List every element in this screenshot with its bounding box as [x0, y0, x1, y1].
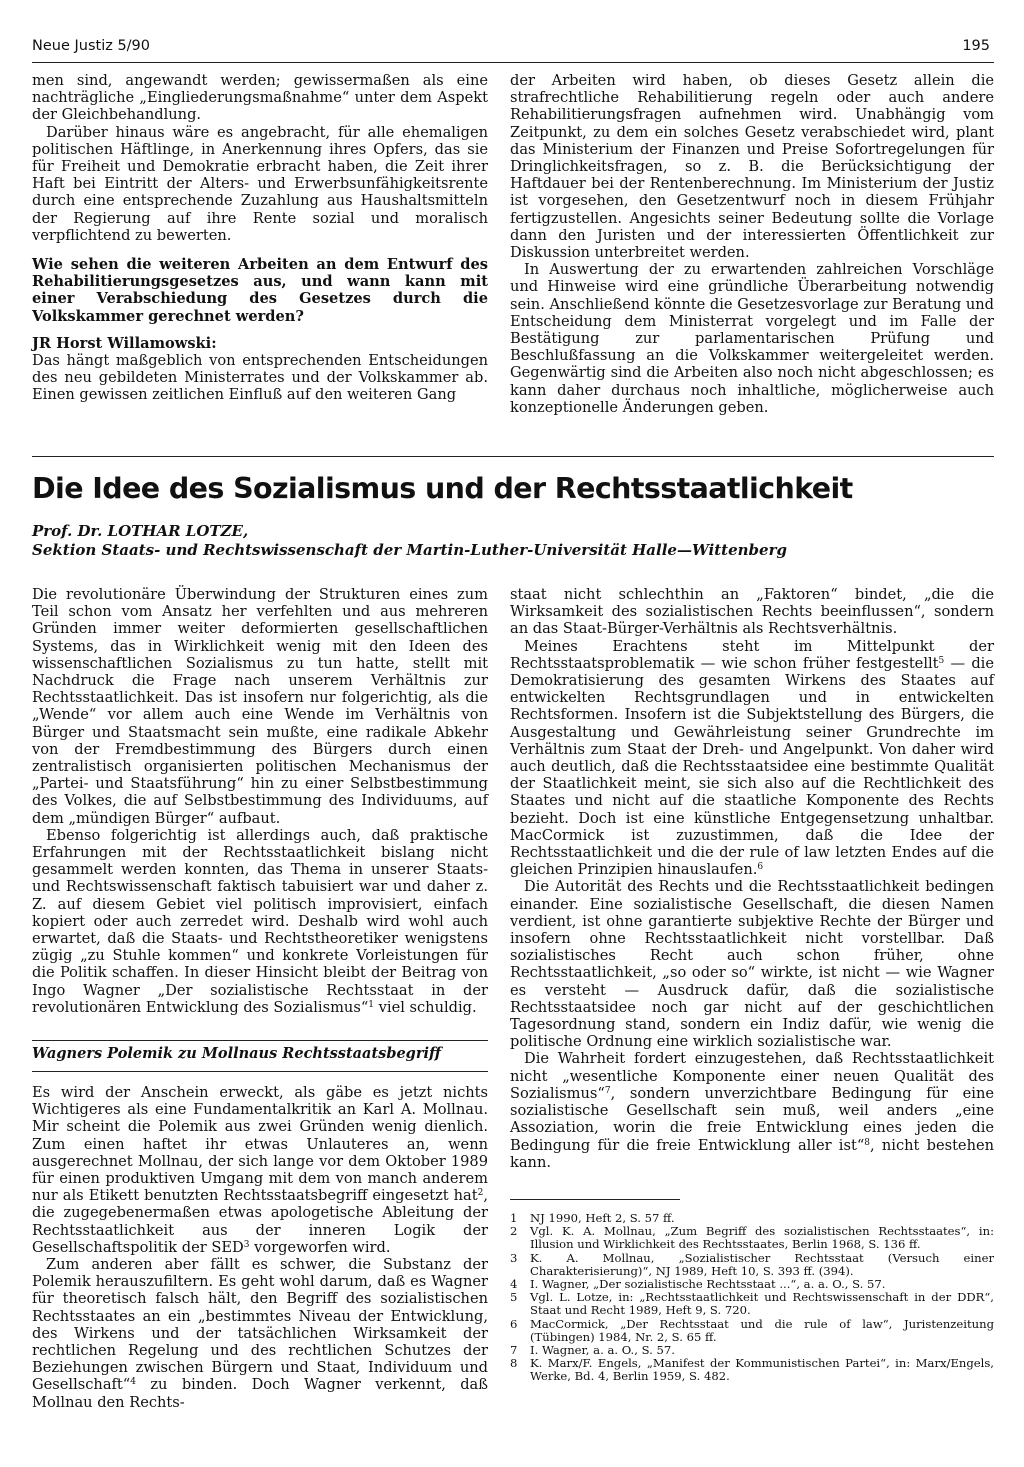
- text-run: Zum anderen aber fällt es schwer, die Substanz der Polemik herauszufiltern. Es geht wohl darum, daß es Wagner für theoretisch falsch hält, den Begriff des sozialistischen Rechtsstaates an ein „bestimmtes Niveau der Entwicklung, des Wirkens und der tatsächlichen Wirksamkeit der rechtlichen Regelung und des rechtlichen Schutzes der Beziehungen zwischen Bürgern und Staat, Individuum und Gesellschaft“: [32, 1256, 488, 1394]
- footnote-text: K. A. Mollnau, „Sozialistischer Rechtsstaat (Versuch einer Charakterisierung)“, NJ 1989, Heft 10, S. 393 ff. (394).: [530, 1250, 994, 1278]
- footnote-text: I. Wagner, a. a. O., S. 57.: [530, 1343, 675, 1358]
- footnote-number: 1: [510, 1211, 518, 1225]
- author-name: Prof. Dr. LOTHAR LOTZE,: [32, 522, 249, 540]
- text-run: viel schuldig.: [374, 998, 477, 1016]
- text-run: Ebenso folgerichtig ist allerdings auch, daß praktische Erfahrungen mit der Rechtsstaatlichkeit bislang nicht gesammelt werden konnten, das Thema in unserer Staats- und Rechtswissenschaft faktisch tabuisiert war und daher z. Z. auf diesem Gebiet viel politisch improvisiert, einfach kopiert oder auch zerredet wird. Deshalb wird wohl auch erwartet, daß die Staats- und Rechtstheoretiker wenigstens zügig „zu Stuhle kommen“ und konkrete Vorleistungen für die Politik schaffen. In dieser Hinsicht bleibt der Beitrag von Ingo Wagner „Der sozialistische Rechtsstaat in der revolutionären Entwicklung des Sozialismus“: [32, 826, 488, 1016]
- footnote-number: 2: [510, 1224, 518, 1239]
- speaker-name: JR Horst Willamowski:: [32, 334, 217, 352]
- paragraph: [510, 1050, 994, 1170]
- article-left-column-top: [32, 586, 488, 1016]
- footnote-item: [510, 1291, 994, 1317]
- footnotes-rule: [510, 1199, 680, 1200]
- footnote-number: 6: [510, 1316, 518, 1331]
- footnote-ref: 1: [368, 999, 375, 1010]
- header-rule: [32, 62, 994, 63]
- paragraph: men sind, angewandt werden; gewissermaßen als eine nachträgliche „Eingliederungsmaßnahme“ unter dem Aspekt der Gleichbehandlung.: [32, 72, 488, 124]
- footnote-ref: 2: [477, 1188, 484, 1199]
- interview-left-column: [32, 72, 488, 404]
- footnote-text: MacCormick, „Der Rechtsstaat und die rule of law“, Juristenzeitung (Tübingen) 1984, Nr. 2, S. 65 ff.: [530, 1316, 994, 1344]
- footnote-ref: 7: [604, 1085, 611, 1096]
- footnote-text: I. Wagner, „Der sozialistische Rechtsstaat ...“, a. a. O., S. 57.: [530, 1277, 886, 1292]
- paragraph: Die revolutionäre Überwindung der Strukturen eines zum Teil schon vom Ansatz her verfehlten und aus mehreren Gründen immer weiter deformierten gesellschaftlichen Systems, das in Wirklichkeit wenig mit den Ideen des wissenschaftlichen Sozialismus zu tun hatte, stellt mit Nachdruck die Frage nach unserem Verhältnis zur Rechtsstaatlichkeit. Das ist insofern nur folgerichtig, als die „Wende“ vor allem auch eine Wende im Verhältnis von Bürger und Staatsmacht sein mußte, eine radikale Abkehr von der Fremdbestimmung des Bürgers durch einen zentralistisch organisierten politischen Mechanismus der „Partei- und Staatsführung“ hin zu einer Selbstbestimmung des Volkes, die auf Selbstbestimmung des Individuums, auf dem „mündigen Bürger“ aufbaut.: [32, 586, 488, 827]
- footnotes: [510, 1212, 994, 1384]
- paragraph: Darüber hinaus wäre es angebracht, für alle ehemaligen politischen Häftlinge, in Anerkennung ihres Opfers, das sie für Freiheit und Demokratie erbracht haben, die Zeit ihrer Haft bei Eintritt der Alters- und Erwerbsunfähigkeitsrente durch eine entsprechende Zuzahlung aus Haushaltsmitteln der Regierung auf ihre Rente sozial und moralisch verpflichtend zu bewerten.: [32, 123, 488, 244]
- journal-name: Neue Justiz 5/90: [32, 38, 151, 54]
- footnote-item: [510, 1318, 994, 1344]
- footnote-ref: 4: [130, 1377, 136, 1388]
- footnote-ref: 5: [938, 655, 945, 666]
- footnote-ref: 3: [243, 1239, 250, 1250]
- footnote-number: 7: [510, 1343, 518, 1358]
- article-right-column: [510, 586, 994, 1171]
- footnote-ref: 6: [757, 862, 764, 873]
- text-run: , nicht bestehen kann.: [510, 1136, 994, 1171]
- footnote-number: 5: [510, 1290, 518, 1305]
- running-head: [32, 38, 990, 60]
- footnote-text: K. Marx/F. Engels, „Manifest der Kommunistischen Partei“, in: Marx/Engels, Werke, Bd. 4, Berlin 1959, S. 482.: [530, 1356, 994, 1384]
- paragraph: [32, 1256, 488, 1411]
- footnote-number: 4: [510, 1277, 518, 1292]
- footnote-number: 3: [510, 1250, 518, 1265]
- text-run: — die Demokratisierung des gesamten Wirkens des Staates auf entwickelten Rechtsgrundlagen und in entwickelten Rechtsformen. Insofern ist die Subjektstellung des Bürgers, die Ausgestaltung und Gewährleistung seiner Grundrechte im Verhältnis zum Staat der Dreh- und Angelpunkt. Von daher wird auch deutlich, daß die Rechtsstaatsidee eine bestimmte Qualität der Staatlichkeit meint, sie sich also auf die Rechtlichkeit des Staates und nicht auf die staatliche Komponente des Rechts bezieht. Doch ist eine künstliche Entgegensetzung unhaltbar. MacCormick ist zuzustimmen, daß die Idee der Rechtsstaatlichkeit und die der rule of law letzten Endes auf die gleichen Prinzipien hinauslaufen.: [510, 654, 994, 879]
- page-number: 195: [962, 38, 990, 54]
- paragraph: staat nicht schlechthin an „Faktoren“ bindet, „die die Wirksamkeit des sozialistischen Rechts beeinflussen“, sondern an das Staat-Bürger-Verhältnis als Rechtsverhältnis.: [510, 586, 994, 638]
- paragraph: [32, 1084, 488, 1256]
- paragraph: In Auswertung der zu erwartenden zahlreichen Vorschläge und Hinweise wird eine gründliche Überarbeitung notwendig sein. Anschließend könnte die Gesetzesvorlage zur Beratung und Entscheidung dem Ministerrat vorgelegt und im Falle der Bestätigung zur parlamentarischen Prüfung und Beschlußfassung an die Volkskammer weitergeleitet werden. Gegenwärtig sind die Arbeiten also noch nicht abgeschlossen; es kann daher durchaus noch inhaltliche, möglicherweise auch konzeptionelle Änderungen geben.: [510, 261, 994, 416]
- section-heading: Wagners Polemik zu Mollnaus Rechtsstaatsbegriff: [32, 1045, 441, 1062]
- text-run: Es wird der Anschein erweckt, als gäbe es jetzt nichts Wichtigeres als eine Fundamentalkritik an Karl A. Mollnau. Mir scheint die Polemik aus zwei Gründen wenig dienlich. Zum einen haftet ihr etwas Unlauteres an, wenn ausgerechnet Mollnau, der sich lange vor dem Oktober 1989 für einen produktiven Umgang mit dem von manch anderem nur als Etikett benutzten Rechtsstaatsbegriff eingesetzt hat: [32, 1084, 488, 1205]
- article-left-column-bottom: [32, 1084, 488, 1411]
- paragraph: [510, 638, 994, 879]
- footnote-item: [510, 1225, 994, 1251]
- footnote-item: [510, 1252, 994, 1278]
- author-block: [32, 522, 992, 560]
- text-run: , sondern unverzichtbare Bedingung für eine sozialistische Gesellschaft sein muß, weil anders „eine Assoziation, worin die freie Entwicklung eines jeden die Bedingung für die freie Entwicklung aller ist“: [510, 1084, 994, 1154]
- text-run: Die Wahrheit fordert einzugestehen, daß Rechtsstaatlichkeit nicht „wesentliche Komponente einer neuen Qualität des Sozialismus“: [510, 1050, 994, 1102]
- text-run: , die zugegebenermaßen etwas apologetische Ableitung der Rechtsstaatlichkeit aus der inneren Logik der Gesellschaftspolitik der SED: [32, 1187, 488, 1256]
- interview-right-column: [510, 72, 994, 416]
- paragraph: Die Autorität des Rechts und die Rechtsstaatlichkeit bedingen einander. Eine sozialistische Gesellschaft, die diesen Namen verdient, ist ohne garantierte subjektive Rechte der Bürger und insofern ohne Rechtsstaatlichkeit nicht vorstellbar. Daß sozialistisches Recht auch schon früher, ohne Rechtsstaatlichkeit, „so oder so“ wirkte, ist nicht — wie Wagner es versteht — Ausdruck dafür, daß die sozialistische Rechtsstaatsidee noch gar nicht auf der geschichtlichen Tagesordnung stand, sondern ein Indiz dafür, wie wenig die politische Ordnung eine wirklich sozialistische war.: [510, 878, 994, 1051]
- author-affiliation: Sektion Staats- und Rechtswissenschaft der Martin-Luther-Universität Halle—Wittenberg: [32, 541, 787, 559]
- footnote-number: 8: [510, 1356, 518, 1371]
- footnote-text: NJ 1990, Heft 2, S. 57 ff.: [530, 1211, 675, 1225]
- paragraph: [32, 827, 488, 1016]
- footnote-item: [510, 1357, 994, 1383]
- paragraph: der Arbeiten wird haben, ob dieses Gesetz allein die strafrechtliche Rehabilitierung regeln oder auch andere Rehabilitierungsfragen aufnehmen wird. Unabhängig vom Zeitpunkt, zu dem ein solches Gesetz verabschiedet wird, plant das Ministerium der Finanzen und Preise Sofortregelungen für Dringlichkeitsfragen, so z. B. die Berücksichtigung der Haftdauer bei der Rentenberechnung. Im Ministerium der Justiz ist vorgesehen, den Gesetzentwurf noch in diesem Frühjahr fertigzustellen. Angesichts seiner Bedeutung sollte die Vorlage dann den Juristen und der interessierten Öffentlichkeit zur Diskussion unterbreitet werden.: [510, 72, 994, 262]
- paragraph: Das hängt maßgeblich von entsprechenden Entscheidungen des neu gebildeten Ministerrates und der Volkskammer ab. Einen gewissen zeitlichen Einfluß auf den weiteren Gang: [32, 352, 488, 404]
- text-run: vorgeworfen wird.: [249, 1238, 391, 1256]
- article-title: Die Idee des Sozialismus und der Rechtsstaatlichkeit: [32, 472, 853, 505]
- footnote-text: Vgl. K. A. Mollnau, „Zum Begriff des sozialistischen Rechtsstaates“, in: Illusion und Wirklichkeit des Rechtsstaates, Berlin 1968, S. 136 ff.: [530, 1224, 994, 1252]
- footnote-ref: 8: [864, 1137, 871, 1148]
- footnote-text: Vgl. L. Lotze, in: „Rechtsstaatlichkeit und Rechtswissenschaft in der DDR“, Staat und Recht 1989, Heft 9, S. 720.: [530, 1290, 994, 1318]
- text-run: Meines Erachtens steht im Mittelpunkt der Rechtsstaatsproblematik — wie schon früher festgestellt: [510, 637, 994, 672]
- article-separator: [32, 456, 994, 457]
- interview-question: Wie sehen die weiteren Arbeiten an dem Entwurf des Rehabilitierungsgesetzes aus, und wann kann mit einer Verabschiedung des Gesetzes durch die Volkskammer gerechnet werden?: [32, 256, 488, 325]
- text-run: zu binden. Doch Wagner verkennt, daß Mollnau den Rechts-: [32, 1376, 488, 1411]
